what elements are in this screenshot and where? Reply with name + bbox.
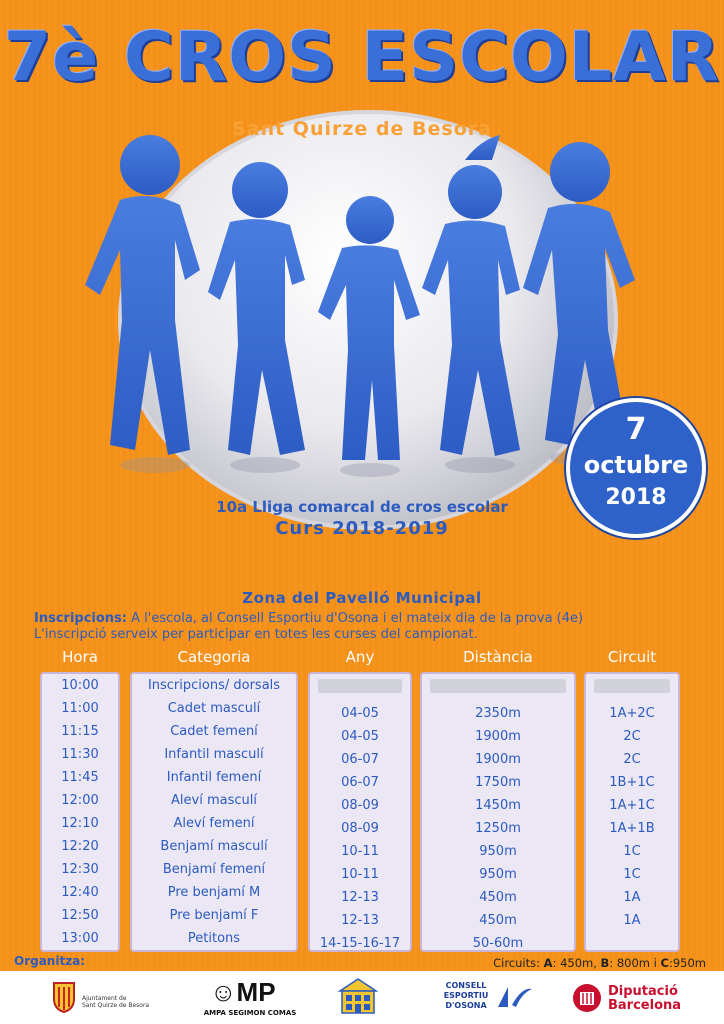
cell-circuit: 1C	[623, 867, 641, 882]
ampa-logo-mark: MP	[236, 977, 276, 1007]
ampa-text: AMPA SEGIMON COMAS	[203, 1009, 297, 1017]
cell-hora: 11:15	[61, 724, 99, 739]
diputacio-logo	[572, 977, 702, 1019]
circuit-b-value: : 800m i	[609, 956, 661, 970]
cell-distancia: 950m	[479, 844, 517, 859]
date-day: 7	[625, 412, 647, 447]
circuit-a-value: : 450m,	[552, 956, 601, 970]
column-circuit	[584, 672, 680, 952]
cell-circuit: 1A+1C	[609, 798, 655, 813]
cell-circuit: 1B+1C	[609, 775, 655, 790]
consell-line-3: D'OSONA	[445, 1001, 487, 1010]
column-header-distancia: Distància	[463, 648, 533, 666]
cell-hora: 11:30	[61, 747, 99, 762]
cell-distancia: 450m	[479, 913, 517, 928]
cell-categoria: Benjamí femení	[162, 862, 266, 877]
inscriptions-info	[34, 611, 714, 643]
cell-hora: 12:10	[61, 816, 99, 831]
cell-categoria: Pre benjamí M	[167, 885, 261, 900]
cell-distancia: 1250m	[475, 821, 521, 836]
cell-circuit: 2C	[623, 729, 641, 744]
cell-circuit: 2C	[623, 752, 641, 767]
cell-any: 10-11	[341, 844, 379, 859]
cell-distancia: 1900m	[475, 752, 521, 767]
circuits-label: Circuits:	[493, 956, 544, 970]
consell-swoosh-icon	[494, 983, 534, 1013]
cell-categoria: Cadet masculí	[167, 701, 261, 716]
empty-cell-bar	[430, 679, 566, 693]
date-month: octubre	[583, 451, 689, 479]
cell-circuit	[586, 932, 678, 955]
cell-categoria: Cadet femení	[170, 724, 258, 739]
cell-any: 06-07	[341, 775, 379, 790]
cell-circuit: 1A+1B	[609, 821, 655, 836]
column-distancia	[420, 672, 576, 952]
school-logo	[338, 977, 382, 1019]
cell-circuit: 1A	[623, 890, 641, 905]
cell-distancia: 1900m	[475, 729, 521, 744]
cell-hora: 12:40	[61, 885, 99, 900]
cell-distancia: 950m	[479, 867, 517, 882]
organitza-label: Organitza:	[14, 954, 86, 968]
column-categoria	[130, 672, 298, 952]
cell-any: 04-05	[341, 706, 379, 721]
circuit-c-value: :950m	[668, 956, 706, 970]
empty-cell-bar	[594, 679, 670, 693]
cell-distancia: 450m	[479, 890, 517, 905]
cell-circuit: 1C	[623, 844, 641, 859]
ajuntament-shield-icon	[52, 981, 76, 1013]
cell-hora: 11:00	[61, 701, 99, 716]
cell-any: 10-11	[341, 867, 379, 882]
inscriptions-text-2: L'inscripció serveix per participar en totes les curses del campionat.	[34, 627, 478, 642]
ajuntament-logo	[52, 977, 162, 1019]
ampa-logo	[200, 977, 300, 1019]
cell-circuit: 1A	[623, 913, 641, 928]
cell-categoria: Aleví masculí	[171, 793, 257, 808]
consell-line-1: CONSELL	[445, 981, 487, 990]
school-building-icon	[338, 977, 378, 1015]
cell-any: 08-09	[341, 798, 379, 813]
cell-categoria: Infantil femení	[166, 770, 262, 785]
diputacio-line-1: Diputació	[608, 984, 678, 999]
column-header-categoria: Categoria	[177, 648, 251, 666]
cell-hora: 12:20	[61, 839, 99, 854]
circuit-a-key: A	[543, 956, 553, 970]
cell-distancia	[422, 679, 574, 702]
diputacio-line-2: Barcelona	[608, 998, 682, 1013]
venue-text: Zona del Pavelló Municipal	[242, 589, 482, 607]
cell-hora: 10:00	[61, 678, 99, 693]
poster-title: 7è CROS ESCOLAR	[3, 18, 721, 97]
cell-categoria: Inscripcions/ dorsals	[147, 678, 281, 693]
cell-categoria: Benjamí masculí	[160, 839, 268, 854]
inscriptions-label: Inscripcions:	[34, 611, 127, 626]
cell-categoria: Aleví femení	[173, 816, 255, 831]
league-text: 10a Lliga comarcal de cros escolar	[216, 498, 508, 516]
cell-distancia: 1750m	[475, 775, 521, 790]
date-year: 2018	[605, 485, 667, 510]
inscriptions-text: A l'escola, al Consell Esportiu d'Osona i el mateix dia de la prova (4e)	[127, 611, 584, 626]
sponsors-footer	[0, 971, 724, 1024]
running-kids-illustration	[80, 120, 640, 480]
cell-categoria: Infantil masculí	[164, 747, 264, 762]
cell-circuit: 1A+2C	[609, 706, 655, 721]
cell-hora: 11:45	[61, 770, 99, 785]
cell-hora: 12:00	[61, 793, 99, 808]
consell-esportiu-logo	[440, 977, 540, 1019]
cell-hora: 13:00	[61, 931, 99, 946]
circuit-c-key: C	[660, 956, 669, 970]
course-text: Curs 2018-2019	[275, 518, 449, 539]
cell-distancia: 2350m	[475, 706, 521, 721]
column-header-circuit: Circuit	[607, 648, 657, 666]
cell-distancia: 1450m	[475, 798, 521, 813]
column-header-any: Any	[345, 648, 375, 666]
cell-distancia: 50-60m	[472, 936, 524, 951]
column-any	[308, 672, 412, 952]
empty-cell-bar	[318, 679, 402, 693]
circuit-b-key: B	[600, 956, 610, 970]
ajuntament-line-2: Sant Quirze de Besora	[82, 1002, 150, 1009]
cell-circuit	[586, 679, 678, 702]
cell-hora: 12:30	[61, 862, 99, 877]
diputacio-emblem-icon	[572, 983, 602, 1013]
column-header-hora: Hora	[62, 648, 98, 666]
poster-subtitle: Sant Quirze de Besora	[232, 118, 492, 140]
cell-categoria: Pre benjamí F	[169, 908, 259, 923]
cell-any: 04-05	[341, 729, 379, 744]
column-hora	[40, 672, 120, 952]
date-badge	[566, 398, 706, 538]
cell-hora: 12:50	[61, 908, 99, 923]
ajuntament-line-1: Ajuntament de	[82, 995, 127, 1002]
consell-line-2: ESPORTIU	[443, 991, 489, 1000]
cell-any: 08-09	[341, 821, 379, 836]
ampa-person-icon: ☺	[210, 977, 237, 1007]
cell-any	[310, 679, 410, 702]
circuits-legend	[493, 956, 706, 970]
cell-any: 12-13	[341, 890, 379, 905]
cell-any: 14-15-16-17	[319, 936, 401, 951]
cell-any: 12-13	[341, 913, 379, 928]
cell-any: 06-07	[341, 752, 379, 767]
cell-categoria: Petitons	[187, 931, 241, 946]
